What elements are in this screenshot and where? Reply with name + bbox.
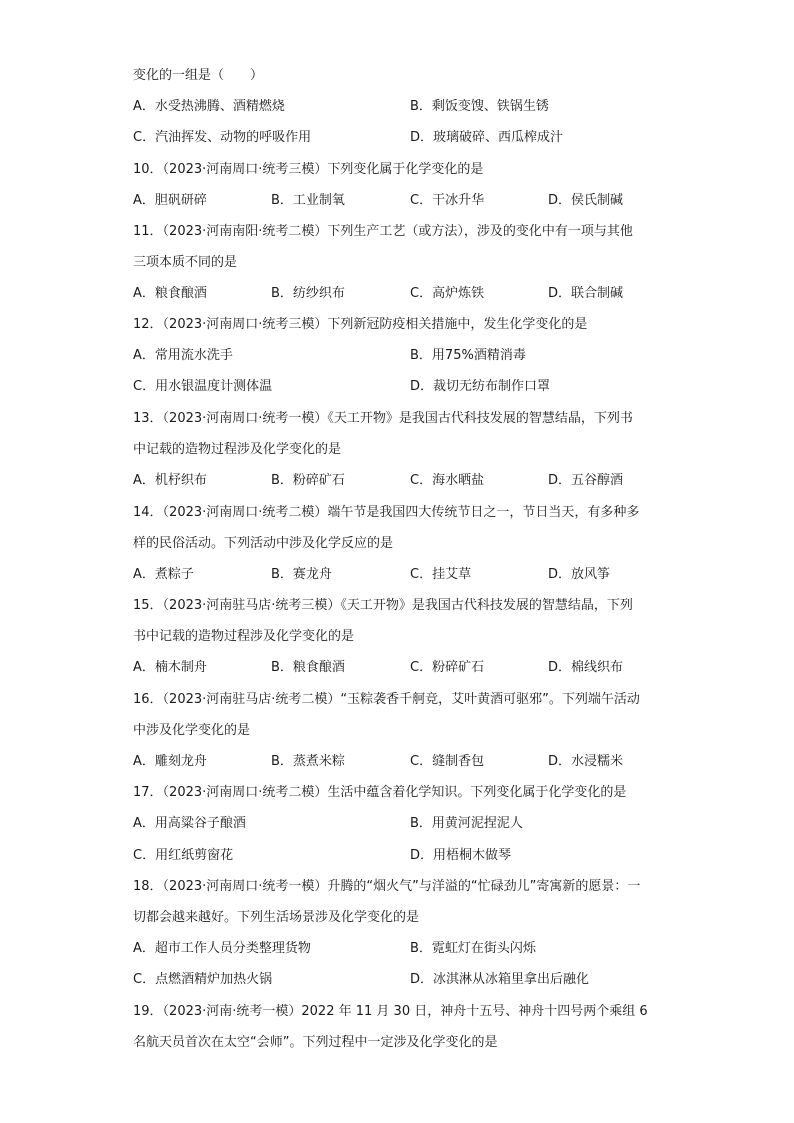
q13-option-a: A．机杼织布 xyxy=(133,473,207,488)
q18-option-d: D．冰淇淋从冰箱里拿出后融化 xyxy=(410,972,590,987)
q9-option-a: A．水受热沸腾、酒精燃烧 xyxy=(133,99,285,114)
q15-option-c: C．粉碎矿石 xyxy=(410,660,485,675)
q14-option-d: D．放风筝 xyxy=(548,567,611,582)
question-continuation: 变化的一组是（ ） xyxy=(133,68,264,83)
q12-option-c: C．用水银温度计测体温 xyxy=(133,379,273,394)
q10-stem: 10．（2023·河南周口·统考三模）下列变化属于化学变化的是 xyxy=(133,162,484,177)
q18-option-c: C．点燃酒精炉加热火锅 xyxy=(133,972,273,987)
q18-option-a: A．超市工作人员分类整理货物 xyxy=(133,941,311,956)
q14-option-a: A．煮粽子 xyxy=(133,567,194,582)
q17-option-c: C．用红纸剪窗花 xyxy=(133,848,234,863)
q12-option-b: B．用75%酒精消毒 xyxy=(410,348,526,363)
q18-stem-line1: 18．（2023·河南周口·统考一模）升腾的“烟火气”与洋溢的“忙碌劲儿”寄寓新的愿景：一 xyxy=(133,879,641,894)
q16-stem-line1: 16．（2023·河南驻马店·统考二模）“玉粽袭香千舸竞，艾叶黄酒可驱邪”。下列端午活动 xyxy=(133,692,640,707)
q19-stem-line1: 19．（2023·河南·统考一模）2022 年 11 月 30 日，神舟十五号、神舟十四号两个乘组 6 xyxy=(133,1004,648,1019)
q16-option-c: C．缝制香包 xyxy=(410,754,485,769)
q10-option-d: D．侯氏制碱 xyxy=(548,193,624,208)
q10-option-b: B．工业制氧 xyxy=(271,193,345,208)
q13-stem-line1: 13．（2023·河南周口·统考一模）《天工开物》是我国古代科技发展的智慧结晶，下列书 xyxy=(133,411,633,426)
q15-stem-line2: 书中记载的造物过程涉及化学变化的是 xyxy=(133,629,355,644)
q11-option-d: D．联合制碱 xyxy=(548,286,624,301)
q18-option-b: B．霓虹灯在街头闪烁 xyxy=(410,941,536,956)
q11-stem-line2: 三项本质不同的是 xyxy=(133,255,238,270)
q17-option-b: B．用黄河泥捏泥人 xyxy=(410,816,523,831)
q19-stem-line2: 名航天员首次在太空“会师”。下列过程中一定涉及化学变化的是 xyxy=(133,1035,498,1050)
q15-stem-line1: 15．（2023·河南驻马店·统考三模）《天工开物》是我国古代科技发展的智慧结晶，下列 xyxy=(133,598,633,613)
q13-option-c: C．海水晒盐 xyxy=(410,473,485,488)
q18-stem-line2: 切都会越来越好。下列生活场景涉及化学变化的是 xyxy=(133,910,420,925)
q16-option-b: B．蒸煮米粽 xyxy=(271,754,345,769)
q11-option-a: A．粮食酿酒 xyxy=(133,286,207,301)
q11-option-b: B．纺纱织布 xyxy=(271,286,345,301)
q17-option-a: A．用高粱谷子酿酒 xyxy=(133,816,246,831)
q13-stem-line2: 中记载的造物过程涉及化学变化的是 xyxy=(133,442,342,457)
q15-option-a: A．楠木制舟 xyxy=(133,660,207,675)
q17-stem: 17．（2023·河南周口·统考二模）生活中蕴含着化学知识。下列变化属于化学变化的是 xyxy=(133,785,627,800)
q9-option-b: B．剩饭变馊、铁锅生锈 xyxy=(410,99,549,114)
q9-option-c: C．汽油挥发、动物的呼吸作用 xyxy=(133,130,312,145)
q10-option-c: C．干冰升华 xyxy=(410,193,485,208)
q11-option-c: C．高炉炼铁 xyxy=(410,286,485,301)
q14-option-c: C．挂艾草 xyxy=(410,567,472,582)
q17-option-d: D．用梧桐木做琴 xyxy=(410,848,512,863)
q13-option-b: B．粉碎矿石 xyxy=(271,473,345,488)
q14-stem-line2: 样的民俗活动。下列活动中涉及化学反应的是 xyxy=(133,536,394,551)
q12-option-a: A．常用流水洗手 xyxy=(133,348,233,363)
q15-option-d: D．棉线织布 xyxy=(548,660,624,675)
q14-stem-line1: 14．（2023·河南周口·统考二模）端午节是我国四大传统节日之一，节日当天，有多种多 xyxy=(133,505,640,520)
q16-option-d: D．水浸糯米 xyxy=(548,754,624,769)
q10-option-a: A．胆矾研碎 xyxy=(133,193,207,208)
q14-option-b: B．赛龙舟 xyxy=(271,567,332,582)
q12-option-d: D．裁切无纺布制作口罩 xyxy=(410,379,551,394)
q15-option-b: B．粮食酿酒 xyxy=(271,660,345,675)
q12-stem: 12．（2023·河南周口·统考三模）下列新冠防疫相关措施中，发生化学变化的是 xyxy=(133,317,588,332)
q11-stem-line1: 11．（2023·河南南阳·统考二模）下列生产工艺（或方法），涉及的变化中有一项与其他 xyxy=(133,224,633,239)
q13-option-d: D．五谷醇酒 xyxy=(548,473,624,488)
q9-option-d: D．玻璃破碎、西瓜榨成汁 xyxy=(410,130,564,145)
q16-stem-line2: 中涉及化学变化的是 xyxy=(133,723,251,738)
q16-option-a: A．雕刻龙舟 xyxy=(133,754,207,769)
